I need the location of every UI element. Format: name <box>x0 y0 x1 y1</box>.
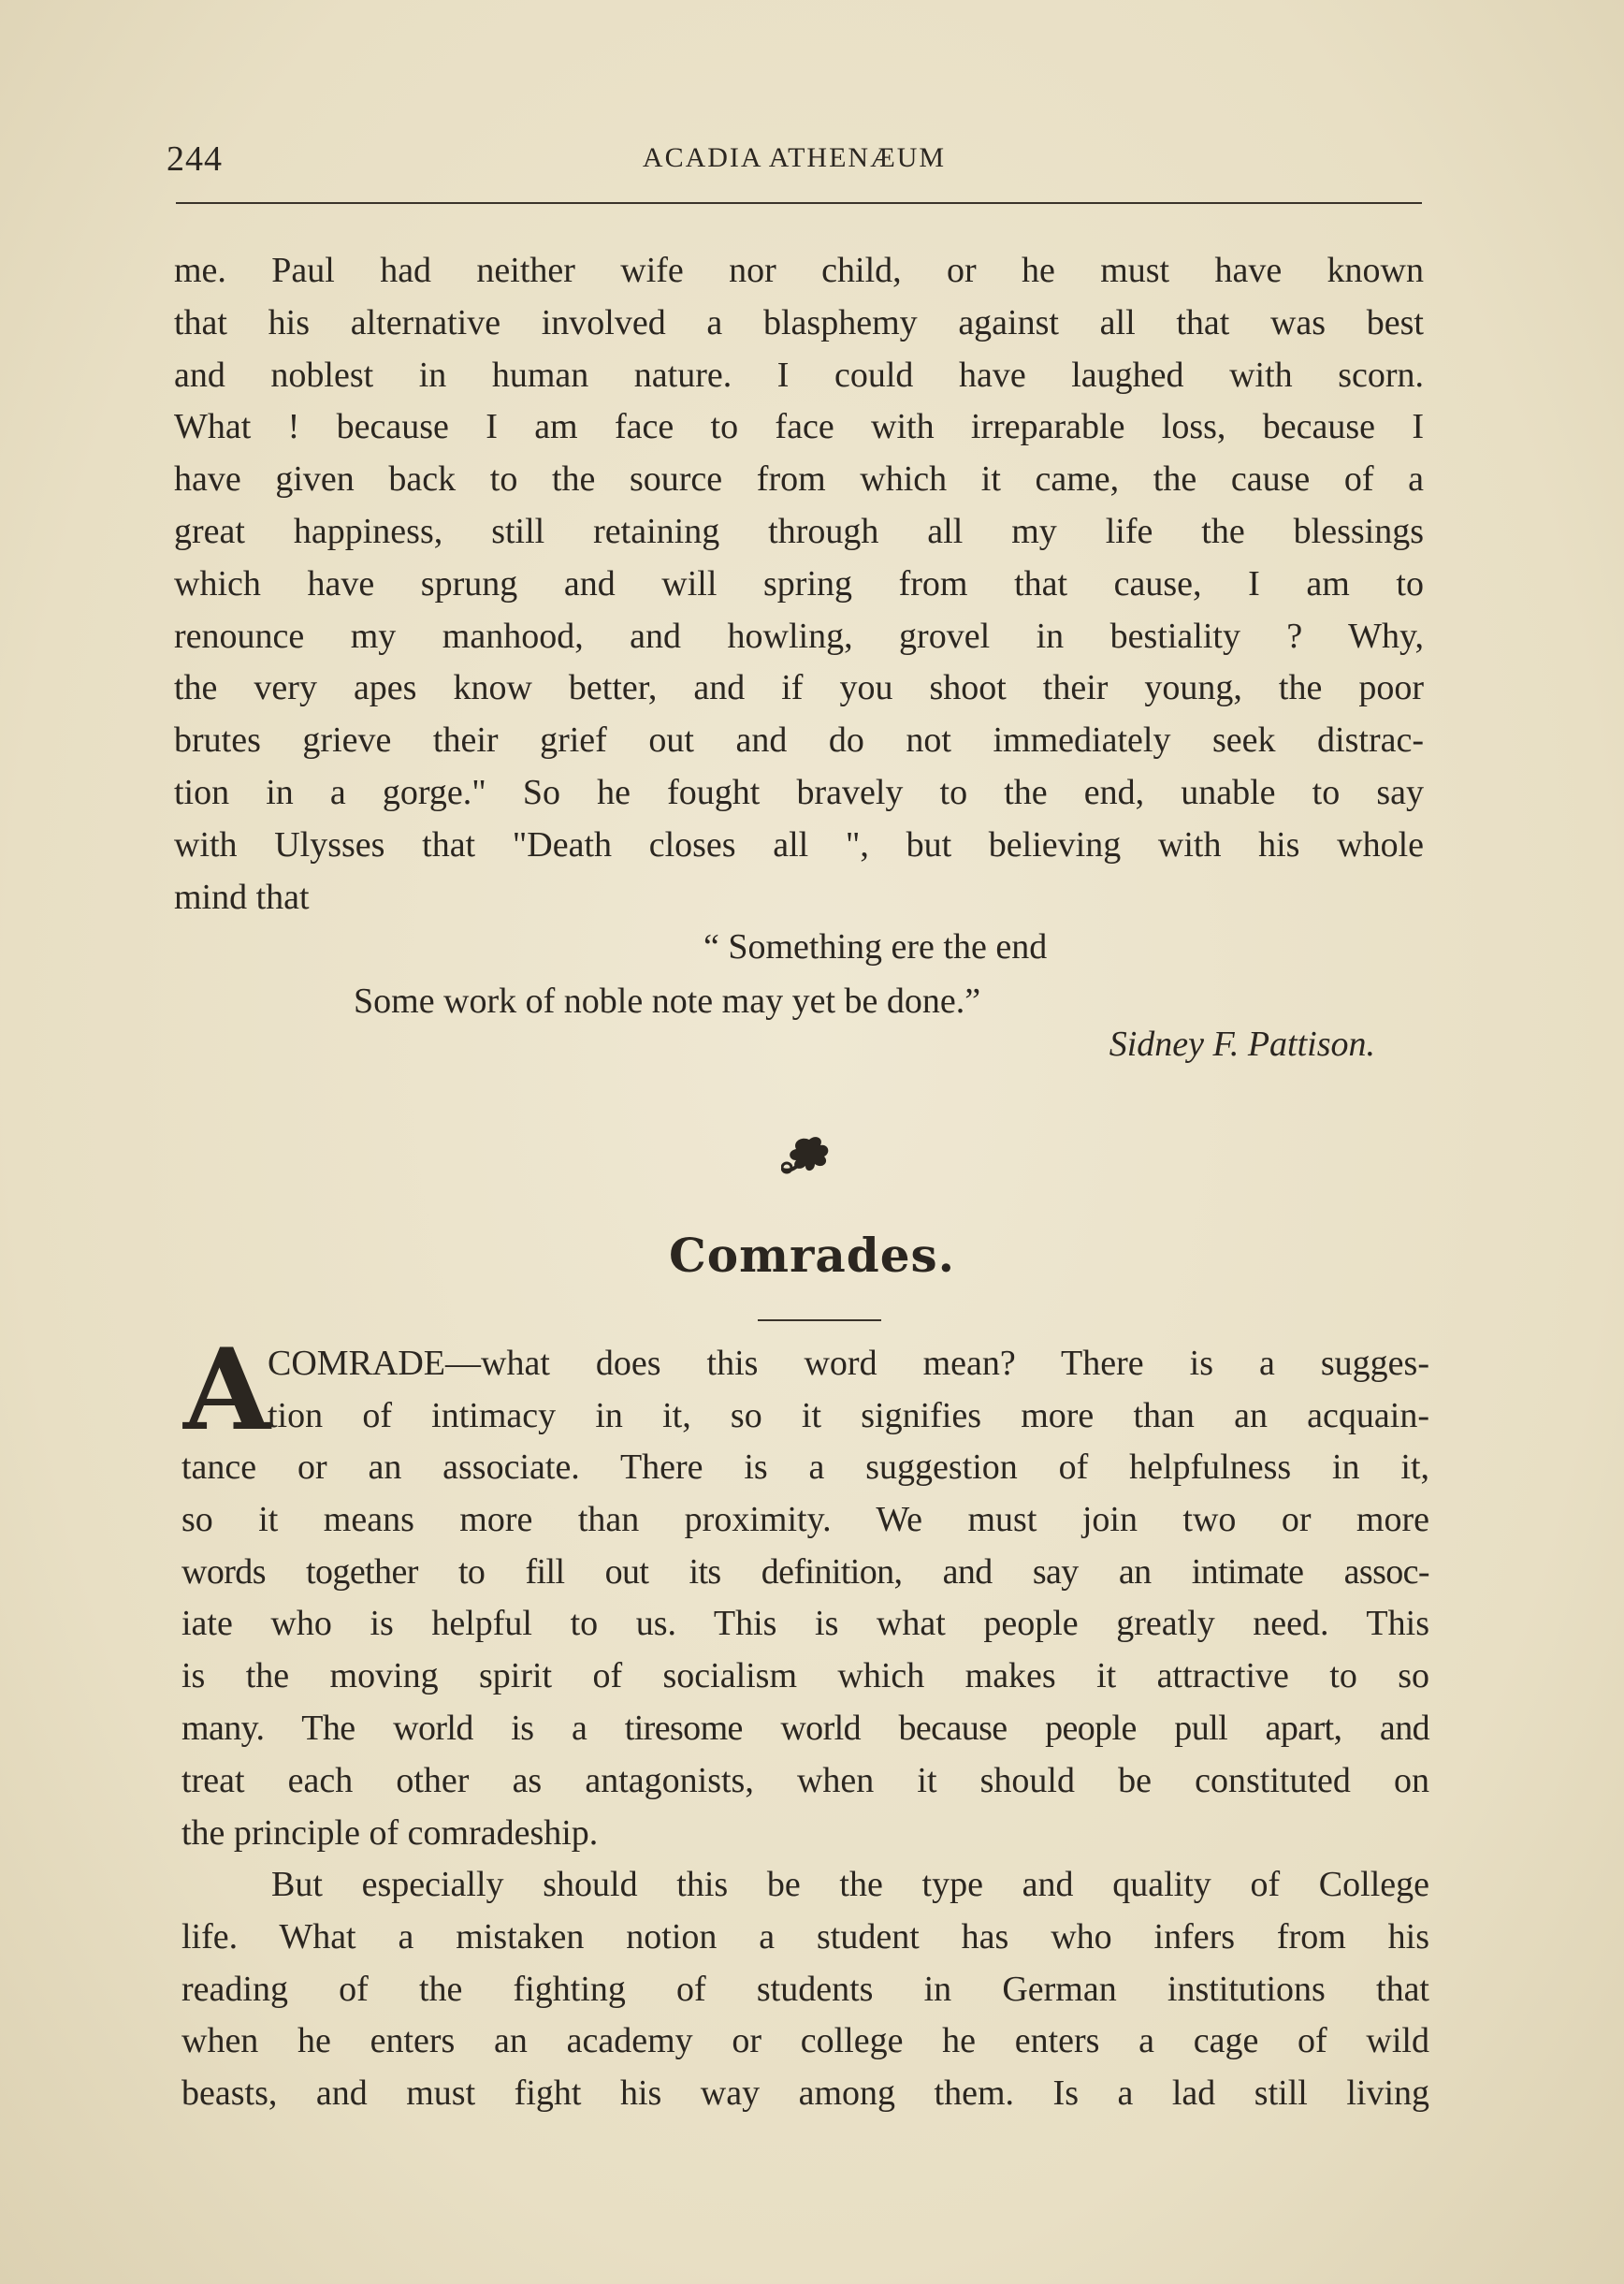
text-line: reading of the fighting of students in German institutions that <box>181 1969 1429 2009</box>
text-line: many. The world is a tiresome world because people pull apart, and <box>181 1708 1429 1748</box>
text-line: brutes grieve their grief out and do not immediately seek distrac- <box>174 720 1424 761</box>
author-signature: Sidney F. Pattison. <box>1109 1025 1375 1064</box>
article-paragraph-2 <box>181 1859 1429 2120</box>
text-line: the very apes know better, and if you shoot their young, the poor <box>174 668 1424 708</box>
text-line: renounce my manhood, and howling, grovel in bestiality ? Why, <box>174 616 1424 656</box>
text-line: tion in a gorge." So he fought bravely to the end, unable to say <box>174 772 1424 812</box>
text-line: life. What a mistaken notion a student has who infers from his <box>181 1916 1429 1957</box>
text-line: tance or an associate. There is a suggestion of helpfulness in it, <box>181 1448 1429 1487</box>
article-opening-lines <box>268 1338 1429 1443</box>
text-line: have given back to the source from which it came, the cause of a <box>174 459 1424 500</box>
text-line: me. Paul had neither wife nor child, or he must have known <box>174 251 1424 290</box>
text-line: beasts, and must fight his way among them. Is a lad still living <box>181 2073 1429 2114</box>
verse-line: Some work of noble note may yet be done.” <box>354 982 981 1021</box>
text-line: What ! because I am face to face with irreparable loss, because I <box>174 407 1424 447</box>
text-line: COMRADE—what does this word mean? There is a sugges- <box>268 1344 1429 1383</box>
text-line: so it means more than proximity. We must join two or more <box>181 1499 1429 1539</box>
article-body <box>181 1442 1429 1859</box>
text-line: treat each other as antagonists, when it should be constituted on <box>181 1760 1429 1800</box>
text-line: iate who is helpful to us. This is what people greatly need. This <box>181 1604 1429 1644</box>
leaf-ornament-icon <box>781 1134 834 1177</box>
text-line: tion of intimacy in it, so it signifies more than an acquain- <box>268 1395 1429 1435</box>
text-line: when he enters an academy or college he enters a cage of wild <box>181 2021 1429 2061</box>
text-line: mind that <box>174 877 310 917</box>
text-line: great happiness, still retaining through all my life the blessings <box>174 511 1424 551</box>
page-header <box>167 138 1422 185</box>
running-title: ACADIA ATHENÆUM <box>642 142 947 173</box>
drop-cap-letter: A <box>183 1324 271 1456</box>
drop-cap <box>183 1324 271 1456</box>
header-rule <box>176 202 1422 204</box>
title-rule <box>758 1319 881 1321</box>
text-line: words together to fill out its definition, and say an intimate assoc- <box>181 1551 1429 1592</box>
text-line: which have sprung and will spring from that cause, I am to <box>174 563 1424 604</box>
text-line: But especially should this be the type and quality of College <box>271 1865 1429 1904</box>
text-line: is the moving spirit of socialism which makes it attractive to so <box>181 1656 1429 1696</box>
continued-article-body <box>174 245 1424 924</box>
text-line: that his alternative involved a blasphemy against all that was best <box>174 302 1424 342</box>
page-number: 244 <box>167 139 223 179</box>
article-title: Comrades. <box>668 1228 956 1283</box>
verse-line: “ Something ere the end <box>703 927 1048 967</box>
text-line: the principle of comradeship. <box>181 1812 599 1853</box>
text-line: and noblest in human nature. I could have laughed with scorn. <box>174 355 1424 395</box>
text-line: with Ulysses that "Death closes all ", but believing with his whole <box>174 824 1424 865</box>
